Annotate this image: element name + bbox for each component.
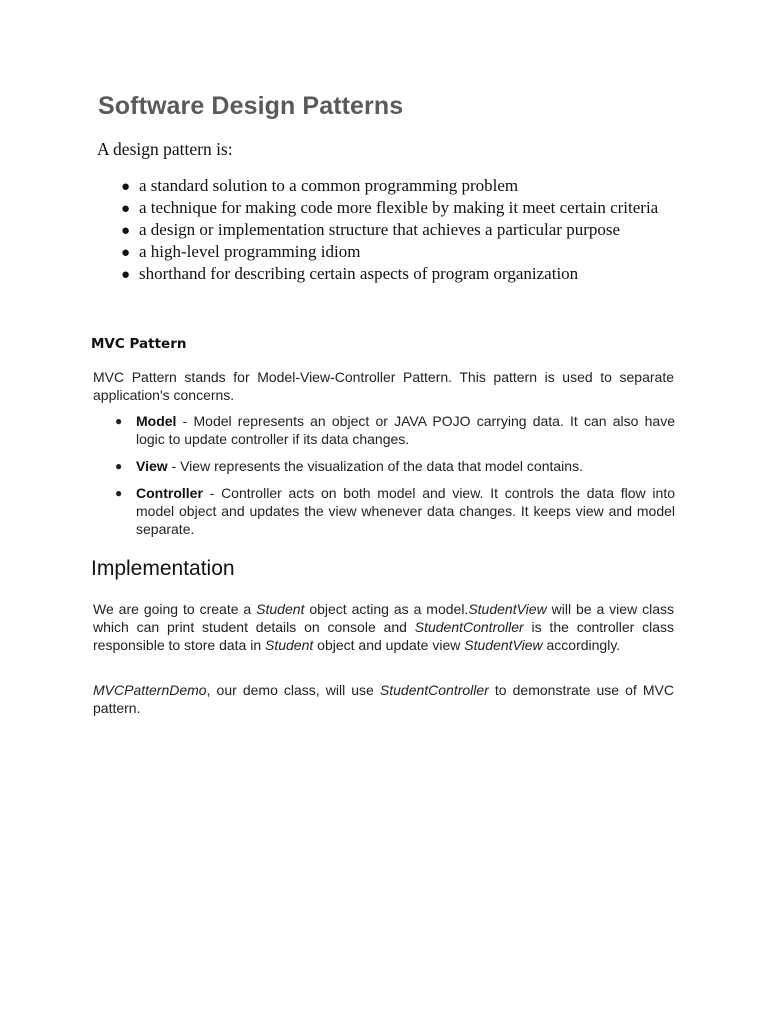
list-item-model: ● Model - Model represents an object or JAVA POJO carrying data. It can also have logic to update controller if its data changes. — [115, 413, 675, 447]
mvc-description: MVC Pattern stands for Model-View-Controller Pattern. This pattern is used to separate application's concerns. — [93, 369, 674, 403]
list-item: ● shorthand for describing certain aspects of program organization — [121, 263, 658, 285]
implementation-paragraph-2: MVCPatternDemo, our demo class, will use StudentController to demonstrate use of MVC pattern. — [93, 682, 674, 716]
list-item-view: ● View - View represents the visualization of the data that model contains. — [115, 458, 583, 474]
term: View — [136, 458, 168, 474]
section-heading-mvc: MVC Pattern — [91, 336, 187, 352]
mvc-component-list — [115, 412, 675, 547]
implementation-paragraph-1: We are going to create a Student object acting as a model.StudentView will be a view class which can print student details on console and StudentController is the controller class responsible to store data in Student object and update view StudentView accordingly. — [93, 601, 675, 653]
list-item: ● a design or implementation structure that achieves a particular purpose — [121, 219, 658, 241]
bullet-icon: ● — [115, 486, 123, 500]
bullet-icon: ● — [115, 459, 123, 473]
list-item: ● a technique for making code more flexible by making it meet certain criteria — [121, 197, 658, 219]
bullet-icon: ● — [121, 201, 131, 217]
list-item-controller: ● Controller - Controller acts on both model and view. It controls the data flow into model object and updates the view whenever data changes. It keeps view and model separate. — [115, 485, 675, 537]
page-title: Software Design Patterns — [98, 92, 404, 120]
term: Model — [136, 413, 177, 429]
bullet-icon: ● — [121, 179, 131, 195]
list-item: ● a standard solution to a common programming problem — [121, 175, 658, 197]
bullet-icon: ● — [115, 414, 123, 428]
term: Controller — [136, 485, 203, 501]
bullet-icon: ● — [121, 245, 131, 261]
bullet-icon: ● — [121, 267, 131, 283]
intro-text: A design pattern is: — [97, 139, 233, 159]
section-heading-implementation: Implementation — [91, 557, 235, 580]
bullet-icon: ● — [121, 223, 131, 239]
list-item: ● a high-level programming idiom — [121, 241, 658, 263]
definition-list — [121, 175, 658, 285]
